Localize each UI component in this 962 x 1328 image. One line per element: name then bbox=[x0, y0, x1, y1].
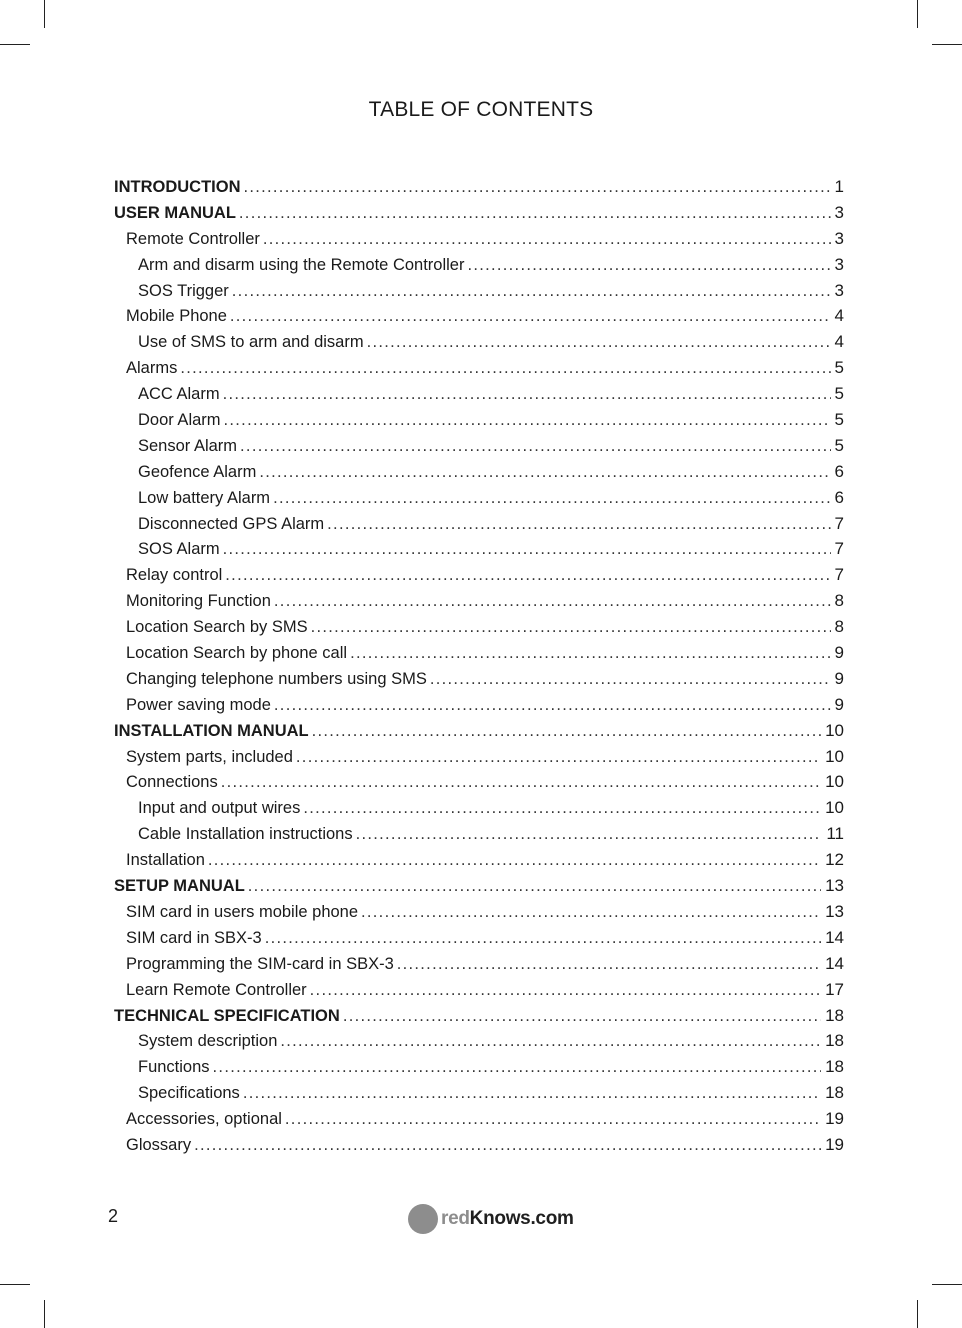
toc-leader-dots bbox=[361, 900, 821, 926]
toc-entry-page: 3 bbox=[834, 202, 844, 222]
toc-entry-page: 3 bbox=[834, 254, 844, 274]
toc-entry-label: Monitoring Function bbox=[126, 592, 271, 611]
toc-entry[interactable] bbox=[114, 252, 844, 278]
toc-entry-label: Installation bbox=[126, 851, 205, 870]
toc-leader-dots bbox=[221, 770, 821, 796]
toc-entry[interactable] bbox=[114, 1080, 844, 1106]
toc-entry-label: Use of SMS to arm and disarm bbox=[138, 333, 364, 352]
toc-leader-dots bbox=[274, 589, 831, 615]
toc-entry-label: Input and output wires bbox=[138, 799, 301, 818]
toc-leader-dots bbox=[244, 175, 831, 201]
toc-entry[interactable] bbox=[114, 951, 844, 977]
toc-entry-label: Remote Controller bbox=[126, 229, 260, 248]
crop-mark-top-left-v bbox=[44, 0, 45, 28]
toc-entry-label: Low battery Alarm bbox=[138, 488, 271, 507]
toc-leader-dots bbox=[232, 279, 831, 305]
toc-entry-label: SETUP MANUAL bbox=[114, 877, 245, 896]
toc-entry-page: 9 bbox=[834, 643, 844, 663]
toc-leader-dots bbox=[356, 822, 823, 848]
toc-leader-dots bbox=[239, 201, 831, 227]
footer-logo bbox=[408, 1204, 574, 1234]
toc-entry-page: 18 bbox=[825, 1005, 844, 1025]
toc-entry-page: 18 bbox=[825, 1083, 844, 1103]
toc-entry-label: Geofence Alarm bbox=[138, 462, 257, 481]
toc-entry-page: 10 bbox=[825, 798, 844, 818]
toc-entry-label: Glossary bbox=[126, 1135, 192, 1154]
toc-entry-label: Location Search by phone call bbox=[126, 644, 348, 663]
toc-entry-page: 10 bbox=[825, 746, 844, 766]
toc-entry-page: 3 bbox=[834, 280, 844, 300]
toc-entry-page: 7 bbox=[834, 539, 844, 559]
toc-entry[interactable] bbox=[114, 614, 844, 640]
toc-entry-page: 4 bbox=[834, 332, 844, 352]
toc-entry-label: Relay control bbox=[126, 566, 223, 585]
crop-mark-top-right-v bbox=[917, 0, 918, 28]
toc-leader-dots bbox=[397, 952, 821, 978]
toc-leader-dots bbox=[311, 615, 831, 641]
toc-entry[interactable] bbox=[114, 692, 844, 718]
toc-leader-dots bbox=[180, 356, 830, 382]
toc-leader-dots bbox=[265, 926, 821, 952]
toc-entry[interactable] bbox=[114, 407, 844, 433]
toc-entry[interactable] bbox=[114, 640, 844, 666]
toc-entry[interactable] bbox=[114, 588, 844, 614]
toc-entry-page: 9 bbox=[834, 694, 844, 714]
toc-entry-label: Sensor Alarm bbox=[138, 436, 238, 455]
toc-entry-label: Connections bbox=[126, 773, 218, 792]
toc-entry[interactable] bbox=[114, 226, 844, 252]
toc-entry[interactable] bbox=[114, 511, 844, 537]
toc-entry-label: System description bbox=[138, 1032, 278, 1051]
toc-entry[interactable] bbox=[114, 562, 844, 588]
toc-leader-dots bbox=[194, 1133, 821, 1159]
toc-leader-dots bbox=[259, 460, 830, 486]
toc-entry-label: TECHNICAL SPECIFICATION bbox=[114, 1006, 340, 1025]
toc-entry[interactable] bbox=[114, 821, 844, 847]
toc-entry-page: 17 bbox=[825, 979, 844, 999]
toc-leader-dots bbox=[273, 486, 830, 512]
toc-entry-label: Mobile Phone bbox=[126, 307, 227, 326]
toc-entry-label: Arm and disarm using the Remote Controller bbox=[138, 255, 465, 274]
table-of-contents bbox=[114, 174, 844, 1158]
toc-entry-label: ACC Alarm bbox=[138, 385, 220, 404]
toc-entry-page: 8 bbox=[834, 617, 844, 637]
toc-leader-dots bbox=[223, 382, 831, 408]
toc-leader-dots bbox=[225, 563, 830, 589]
toc-entry[interactable] bbox=[114, 1132, 844, 1158]
toc-entry[interactable] bbox=[114, 433, 844, 459]
toc-leader-dots bbox=[327, 512, 830, 538]
toc-entry-label: Programming the SIM-card in SBX-3 bbox=[126, 954, 394, 973]
toc-entry[interactable] bbox=[114, 1003, 844, 1029]
toc-entry[interactable] bbox=[114, 278, 844, 304]
toc-entry-page: 5 bbox=[834, 435, 844, 455]
toc-entry-page: 5 bbox=[834, 384, 844, 404]
toc-entry-label: SIM card in users mobile phone bbox=[126, 902, 359, 921]
logo-text bbox=[441, 1208, 574, 1230]
toc-leader-dots bbox=[296, 745, 821, 771]
toc-leader-dots bbox=[240, 434, 830, 460]
toc-entry-page: 11 bbox=[826, 824, 844, 844]
toc-entry-page: 7 bbox=[834, 565, 844, 585]
toc-entry-page: 8 bbox=[834, 591, 844, 611]
toc-entry-label: INSTALLATION MANUAL bbox=[114, 721, 309, 740]
toc-leader-dots bbox=[208, 848, 821, 874]
toc-entry[interactable] bbox=[114, 459, 844, 485]
crop-mark-bottom-left-h bbox=[0, 1284, 30, 1285]
page-title: TABLE OF CONTENTS bbox=[368, 98, 594, 121]
toc-entry[interactable] bbox=[114, 873, 844, 899]
logo-circle-icon bbox=[408, 1204, 438, 1234]
toc-leader-dots bbox=[312, 719, 821, 745]
toc-entry-label: Alarms bbox=[126, 359, 178, 378]
toc-entry[interactable] bbox=[114, 303, 844, 329]
toc-entry-label: Power saving mode bbox=[126, 695, 271, 714]
toc-entry-page: 18 bbox=[825, 1057, 844, 1077]
crop-mark-bottom-left-v bbox=[44, 1300, 45, 1328]
toc-entry[interactable] bbox=[114, 666, 844, 692]
toc-entry-page: 12 bbox=[825, 850, 844, 870]
toc-entry-page: 4 bbox=[834, 306, 844, 326]
toc-leader-dots bbox=[224, 408, 831, 434]
toc-entry[interactable] bbox=[114, 329, 844, 355]
toc-entry-label: Cable Installation instructions bbox=[138, 825, 353, 844]
toc-entry-page: 10 bbox=[825, 772, 844, 792]
toc-leader-dots bbox=[280, 1029, 821, 1055]
toc-entry[interactable] bbox=[114, 1028, 844, 1054]
crop-mark-top-right-h bbox=[932, 44, 962, 45]
crop-mark-bottom-right-v bbox=[917, 1300, 918, 1328]
toc-entry[interactable] bbox=[114, 718, 844, 744]
toc-entry-page: 19 bbox=[825, 1134, 844, 1154]
toc-entry[interactable] bbox=[114, 744, 844, 770]
toc-entry-page: 7 bbox=[834, 513, 844, 533]
toc-leader-dots bbox=[430, 667, 831, 693]
toc-entry-label: Disconnected GPS Alarm bbox=[138, 514, 325, 533]
toc-entry[interactable] bbox=[114, 200, 844, 226]
toc-entry-page: 6 bbox=[834, 461, 844, 481]
crop-mark-bottom-right-h bbox=[932, 1284, 962, 1285]
toc-entry-page: 6 bbox=[834, 487, 844, 507]
toc-entry-label: System parts, included bbox=[126, 747, 293, 766]
crop-mark-top-left-h bbox=[0, 44, 30, 45]
toc-entry-label: USER MANUAL bbox=[114, 203, 236, 222]
toc-entry-page: 14 bbox=[825, 953, 844, 973]
toc-entry[interactable] bbox=[114, 174, 844, 200]
toc-entry[interactable] bbox=[114, 847, 844, 873]
toc-entry[interactable] bbox=[114, 536, 844, 562]
toc-entry-label: Functions bbox=[138, 1058, 210, 1077]
toc-leader-dots bbox=[367, 330, 831, 356]
toc-leader-dots bbox=[230, 304, 831, 330]
toc-leader-dots bbox=[213, 1055, 822, 1081]
toc-leader-dots bbox=[285, 1107, 821, 1133]
toc-entry-page: 5 bbox=[834, 410, 844, 430]
toc-entry-label: Accessories, optional bbox=[126, 1110, 282, 1129]
toc-leader-dots bbox=[274, 693, 831, 719]
toc-leader-dots bbox=[310, 978, 821, 1004]
toc-entry-label: SOS Alarm bbox=[138, 540, 220, 559]
logo-suffix: Knows.com bbox=[469, 1208, 574, 1229]
toc-entry-page: 19 bbox=[825, 1109, 844, 1129]
toc-entry-label: Specifications bbox=[138, 1084, 240, 1103]
page-number: 2 bbox=[108, 1206, 119, 1226]
toc-entry-page: 1 bbox=[834, 177, 844, 196]
toc-entry-label: Learn Remote Controller bbox=[126, 980, 307, 999]
toc-leader-dots bbox=[343, 1004, 821, 1030]
toc-entry[interactable] bbox=[114, 925, 844, 951]
toc-leader-dots bbox=[467, 253, 830, 279]
toc-entry-label: INTRODUCTION bbox=[114, 178, 241, 196]
toc-entry-page: 18 bbox=[825, 1031, 844, 1051]
toc-entry[interactable] bbox=[114, 977, 844, 1003]
toc-leader-dots bbox=[243, 1081, 821, 1107]
toc-entry[interactable] bbox=[114, 769, 844, 795]
toc-entry-page: 9 bbox=[834, 668, 844, 688]
toc-entry-label: SOS Trigger bbox=[138, 281, 229, 300]
toc-leader-dots bbox=[303, 796, 821, 822]
toc-entry[interactable] bbox=[114, 899, 844, 925]
toc-entry[interactable] bbox=[114, 1054, 844, 1080]
toc-entry-page: 3 bbox=[834, 228, 844, 248]
toc-entry-page: 13 bbox=[825, 876, 844, 896]
toc-entry[interactable] bbox=[114, 355, 844, 381]
toc-entry-label: SIM card in SBX-3 bbox=[126, 928, 262, 947]
toc-entry-label: Changing telephone numbers using SMS bbox=[126, 669, 427, 688]
toc-entry[interactable] bbox=[114, 1106, 844, 1132]
toc-entry[interactable] bbox=[114, 381, 844, 407]
toc-entry-page: 10 bbox=[825, 720, 844, 740]
toc-leader-dots bbox=[223, 537, 831, 563]
toc-entry-label: Location Search by SMS bbox=[126, 618, 308, 637]
toc-leader-dots bbox=[350, 641, 830, 667]
toc-entry-label: Door Alarm bbox=[138, 411, 221, 430]
toc-entry-page: 13 bbox=[825, 901, 844, 921]
toc-leader-dots bbox=[248, 874, 821, 900]
logo-prefix: red bbox=[441, 1208, 470, 1229]
toc-leader-dots bbox=[263, 227, 831, 253]
toc-entry-page: 5 bbox=[834, 358, 844, 378]
toc-entry-page: 14 bbox=[825, 927, 844, 947]
toc-entry[interactable] bbox=[114, 795, 844, 821]
toc-entry[interactable] bbox=[114, 485, 844, 511]
